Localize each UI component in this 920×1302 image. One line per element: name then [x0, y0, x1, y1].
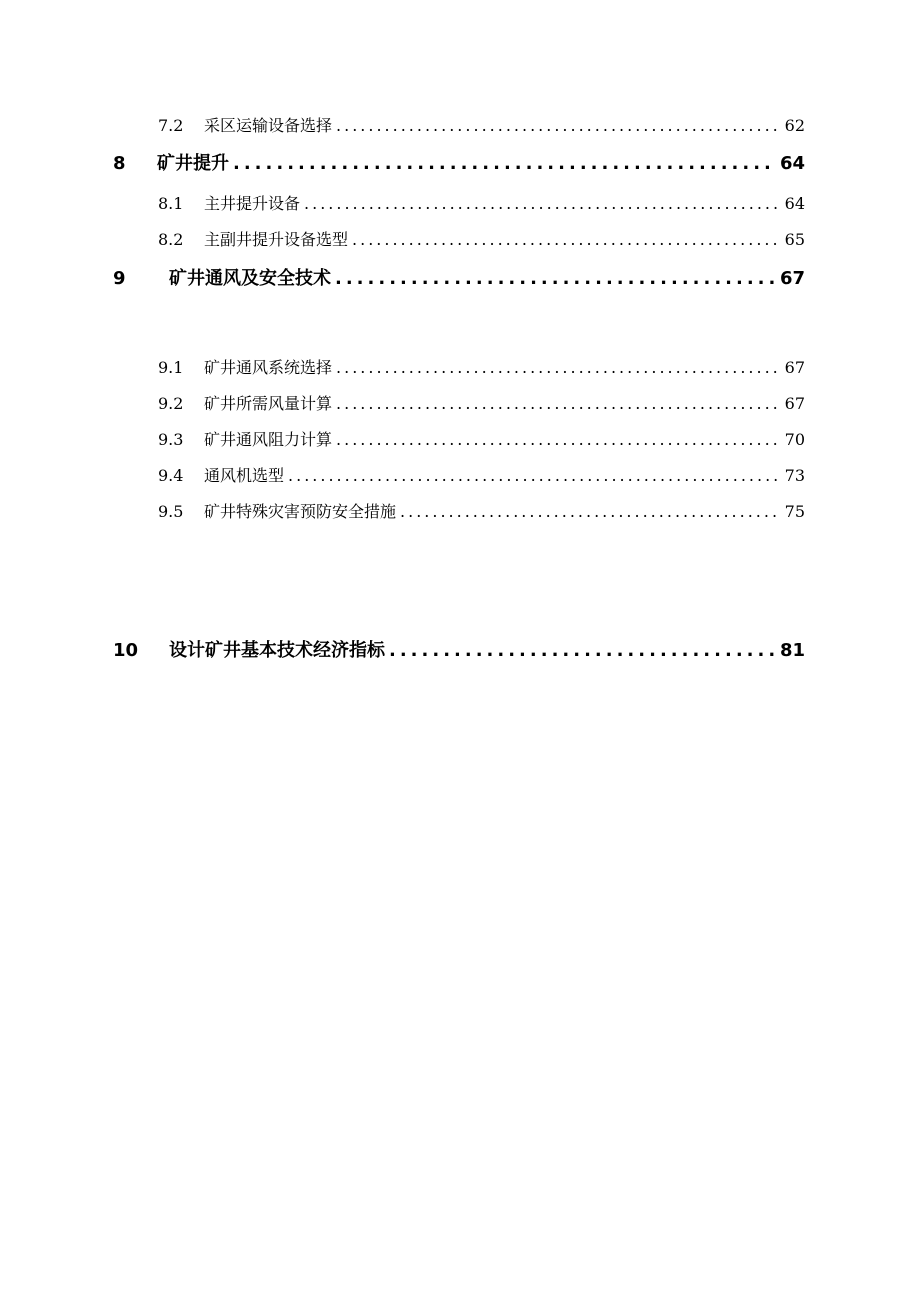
toc-entry-number: 9.1 [158, 358, 184, 377]
toc-chapter-9[interactable] [113, 266, 805, 292]
toc-entry-page: 75 [784, 502, 805, 521]
toc-entry-title: 矿井所需风量计算 [204, 394, 333, 413]
toc-entry-page: 62 [784, 116, 805, 135]
dot-leader [400, 501, 781, 523]
toc-entry-8-1[interactable] [158, 193, 805, 215]
toc-entry-title: 通风机选型 [204, 466, 285, 485]
dot-leader [336, 393, 781, 415]
toc-entry-7-2[interactable] [158, 115, 805, 137]
toc-chapter-title: 矿井提升 [157, 153, 229, 174]
toc-chapter-number: 8 [113, 153, 126, 174]
toc-chapter-page: 67 [779, 268, 805, 289]
toc-entry-title: 矿井通风阻力计算 [204, 430, 333, 449]
toc-entry-number: 9.2 [158, 394, 184, 413]
toc-entry-number: 9.3 [158, 430, 184, 449]
toc-entry-title: 主井提升设备 [204, 194, 301, 213]
toc-entry-page: 73 [784, 466, 805, 485]
toc-chapter-title: 设计矿井基本技术经济指标 [169, 640, 385, 661]
toc-chapter-10[interactable] [113, 638, 805, 664]
toc-entry-page: 67 [784, 394, 805, 413]
toc-chapter-8[interactable] [113, 151, 805, 177]
dot-leader [304, 193, 781, 215]
dot-leader [233, 151, 776, 177]
dot-leader [288, 465, 781, 487]
toc-entry-8-2[interactable] [158, 229, 805, 251]
toc-entry-title: 主副井提升设备选型 [204, 230, 349, 249]
dot-leader [336, 429, 781, 451]
toc-entry-9-2[interactable] [158, 393, 805, 415]
toc-entry-page: 64 [784, 194, 805, 213]
toc-chapter-page: 64 [779, 153, 805, 174]
toc-entry-page: 70 [784, 430, 805, 449]
toc-entry-9-5[interactable] [158, 501, 805, 523]
toc-entry-title: 矿井特殊灾害预防安全措施 [204, 502, 397, 521]
toc-entry-9-4[interactable] [158, 465, 805, 487]
toc-entry-number: 9.4 [158, 466, 184, 485]
toc-chapter-title: 矿井通风及安全技术 [169, 268, 331, 289]
toc-entry-page: 65 [784, 230, 805, 249]
toc-entry-title: 矿井通风系统选择 [204, 358, 333, 377]
toc-entry-title: 采区运输设备选择 [204, 116, 333, 135]
toc-entry-page: 67 [784, 358, 805, 377]
toc-entry-number: 9.5 [158, 502, 184, 521]
toc-entry-number: 8.1 [158, 194, 184, 213]
toc-chapter-number: 10 [113, 640, 139, 661]
dot-leader [335, 266, 776, 292]
dot-leader [336, 115, 781, 137]
dot-leader [352, 229, 781, 251]
toc-entry-number: 8.2 [158, 230, 184, 249]
toc-chapter-number: 9 [113, 268, 126, 289]
dot-leader [389, 638, 776, 664]
toc-chapter-page: 81 [779, 640, 805, 661]
toc-entry-number: 7.2 [158, 116, 184, 135]
dot-leader [336, 357, 781, 379]
toc-entry-9-1[interactable] [158, 357, 805, 379]
toc-entry-9-3[interactable] [158, 429, 805, 451]
